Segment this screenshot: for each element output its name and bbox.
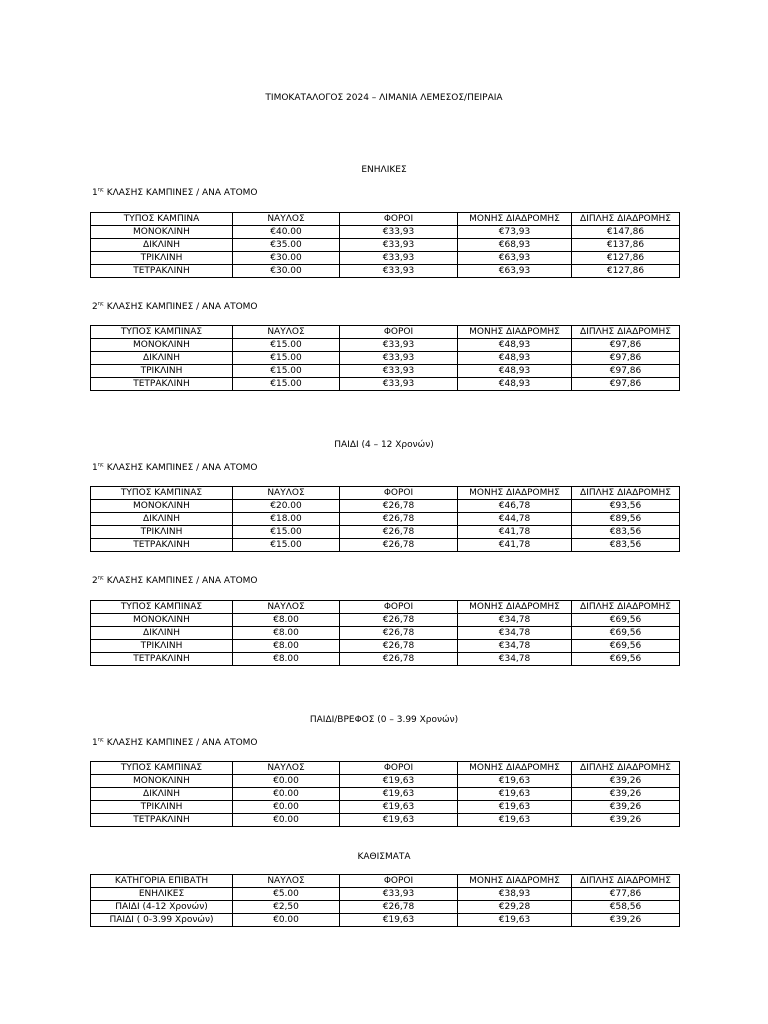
table-row: [91, 653, 680, 666]
child-second-class-table: [90, 600, 680, 666]
section-title-adults: ΕΝΗΛΙΚΕΣ: [361, 165, 407, 175]
table-cell: €26,78: [340, 526, 458, 539]
table-cell: €26,78: [340, 500, 458, 513]
table-cell: €0.00: [233, 788, 340, 801]
table-cell: €19,63: [458, 788, 572, 801]
class-suffix: ης: [97, 462, 104, 468]
table-row: [91, 239, 680, 252]
table-row: [91, 339, 680, 352]
header-cell: ΔΙΠΛΗΣ ΔΙΑΔΡΟΜΗΣ: [572, 213, 680, 226]
table-row: [91, 252, 680, 265]
seats-table: [90, 874, 680, 927]
header-cell: ΦΟΡΟΙ: [340, 875, 458, 888]
table-cell: ΤΕΤΡΑΚΛΙΝΗ: [91, 539, 233, 552]
cabin-class-label: [92, 303, 258, 312]
table-cell: €41,78: [458, 539, 572, 552]
table-cell: €35.00: [233, 239, 340, 252]
section-title-seats: ΚΑΘΙΣΜΑΤΑ: [357, 852, 411, 862]
header-cell: ΔΙΠΛΗΣ ΔΙΑΔΡΟΜΗΣ: [572, 762, 680, 775]
header-cell: ΦΟΡΟΙ: [340, 213, 458, 226]
table-cell: €19,63: [458, 814, 572, 827]
table-cell: €46,78: [458, 500, 572, 513]
table-cell: €2,50: [233, 901, 340, 914]
table-cell: €19,63: [340, 801, 458, 814]
table-row: [91, 627, 680, 640]
adults-second-class-table: [90, 325, 680, 391]
table-cell: €40.00: [233, 226, 340, 239]
table-cell: €48,93: [458, 365, 572, 378]
table-cell: €38,93: [458, 888, 572, 901]
section-title-child: ΠΑΙΔΙ (4 – 12 Χρονών): [334, 440, 434, 450]
infant-first-class-table: [90, 761, 680, 827]
table-cell: €48,93: [458, 352, 572, 365]
table-cell: €29,28: [458, 901, 572, 914]
header-cell: ΝΑΥΛΟΣ: [233, 762, 340, 775]
table-cell: ΜΟΝΟΚΛΙΝΗ: [91, 775, 233, 788]
header-cell: ΝΑΥΛΟΣ: [233, 875, 340, 888]
table-row: [91, 801, 680, 814]
header-cell: ΝΑΥΛΟΣ: [233, 213, 340, 226]
table-cell: €8.00: [233, 640, 340, 653]
table-cell: €58,56: [572, 901, 680, 914]
table-cell: €19,63: [458, 801, 572, 814]
table-header-row: [91, 875, 680, 888]
table-cell: ΔΙΚΛΙΝΗ: [91, 239, 233, 252]
table-cell: €26,78: [340, 901, 458, 914]
table-cell: €8.00: [233, 627, 340, 640]
table-cell: €33,93: [340, 888, 458, 901]
table-cell: €68,93: [458, 239, 572, 252]
table-cell: ΜΟΝΟΚΛΙΝΗ: [91, 226, 233, 239]
table-row: [91, 365, 680, 378]
table-cell: €34,78: [458, 627, 572, 640]
table-cell: €34,78: [458, 653, 572, 666]
table-cell: €93,56: [572, 500, 680, 513]
table-cell: €83,56: [572, 526, 680, 539]
table-cell: €33,93: [340, 239, 458, 252]
table-cell: €18.00: [233, 513, 340, 526]
table-header-row: [91, 213, 680, 226]
header-cell: ΔΙΠΛΗΣ ΔΙΑΔΡΟΜΗΣ: [572, 601, 680, 614]
table-cell: €26,78: [340, 539, 458, 552]
header-cell: ΝΑΥΛΟΣ: [233, 601, 340, 614]
header-cell: ΤΥΠΟΣ ΚΑΜΠΙΝΑΣ: [91, 487, 233, 500]
table-cell: €127,86: [572, 252, 680, 265]
header-cell: ΝΑΥΛΟΣ: [233, 326, 340, 339]
table-cell: €44,78: [458, 513, 572, 526]
header-cell: ΦΟΡΟΙ: [340, 601, 458, 614]
table-cell: €69,56: [572, 614, 680, 627]
table-cell: €19,63: [340, 814, 458, 827]
table-cell: €97,86: [572, 339, 680, 352]
table-cell: €39,26: [572, 788, 680, 801]
table-cell: €15.00: [233, 365, 340, 378]
header-cell: ΔΙΠΛΗΣ ΔΙΑΔΡΟΜΗΣ: [572, 875, 680, 888]
class-label-text: ΚΛΑΣΗΣ ΚΑΜΠΙΝΕΣ / ΑΝΑ ΑΤΟΜΟ: [103, 188, 258, 198]
table-cell: €33,93: [340, 252, 458, 265]
section-title-infant: ΠΑΙΔΙ/ΒΡΕΦΟΣ (0 – 3.99 Χρονών): [309, 715, 459, 725]
table-row: [91, 226, 680, 239]
table-cell: €89,56: [572, 513, 680, 526]
table-cell: €39,26: [572, 801, 680, 814]
table-row: [91, 888, 680, 901]
class-suffix: ης: [97, 575, 104, 581]
table-cell: €30.00: [233, 252, 340, 265]
header-cell: ΦΟΡΟΙ: [340, 762, 458, 775]
table-cell: €97,86: [572, 365, 680, 378]
header-cell: ΤΥΠΟΣ ΚΑΜΠΙΝΑΣ: [91, 762, 233, 775]
table-cell: €26,78: [340, 653, 458, 666]
table-row: [91, 814, 680, 827]
header-cell: ΤΥΠΟΣ ΚΑΜΠΙΝΑΣ: [91, 326, 233, 339]
table-cell: ΠΑΙΔΙ ( 0-3.99 Χρονών): [91, 914, 233, 927]
table-cell: €26,78: [340, 640, 458, 653]
cabin-class-label: [92, 189, 258, 198]
table-cell: ΜΟΝΟΚΛΙΝΗ: [91, 614, 233, 627]
table-cell: €137,86: [572, 239, 680, 252]
table-cell: ΤΕΤΡΑΚΛΙΝΗ: [91, 265, 233, 278]
table-cell: €19,63: [458, 914, 572, 927]
table-header-row: [91, 487, 680, 500]
table-cell: €33,93: [340, 352, 458, 365]
table-cell: €19,63: [340, 788, 458, 801]
table-cell: €48,93: [458, 339, 572, 352]
table-cell: €63,93: [458, 265, 572, 278]
class-number: 1: [92, 738, 98, 748]
table-cell: ΜΟΝΟΚΛΙΝΗ: [91, 339, 233, 352]
header-cell: ΔΙΠΛΗΣ ΔΙΑΔΡΟΜΗΣ: [572, 487, 680, 500]
child-first-class-table: [90, 486, 680, 552]
document-title: ΤΙΜΟΚΑΤΑΛΟΓΟΣ 2024 – ΛΙΜΑΝΙΑ ΛΕΜΕΣΟΣ/ΠΕΙΡΑΙΑ: [265, 93, 503, 103]
table-header-row: [91, 601, 680, 614]
table-cell: €15.00: [233, 539, 340, 552]
header-cell: ΚΑΤΗΓΟΡΙΑ ΕΠΙΒΑΤΗ: [91, 875, 233, 888]
header-cell: ΜΟΝΗΣ ΔΙΑΔΡΟΜΗΣ: [458, 601, 572, 614]
adults-first-class-table: [90, 212, 680, 278]
cabin-class-label: [92, 739, 258, 748]
table-cell: €33,93: [340, 378, 458, 391]
table-cell: €0.00: [233, 814, 340, 827]
table-cell: €26,78: [340, 627, 458, 640]
table-cell: €39,26: [572, 914, 680, 927]
class-suffix: ης: [97, 737, 104, 743]
table-cell: €34,78: [458, 614, 572, 627]
class-number: 1: [92, 463, 98, 473]
table-cell: €33,93: [340, 365, 458, 378]
class-number: 2: [92, 576, 98, 586]
table-cell: €33,93: [340, 226, 458, 239]
table-cell: ΕΝΗΛΙΚΕΣ: [91, 888, 233, 901]
header-cell: ΝΑΥΛΟΣ: [233, 487, 340, 500]
table-cell: €0.00: [233, 801, 340, 814]
table-cell: €41,78: [458, 526, 572, 539]
class-label-text: ΚΛΑΣΗΣ ΚΑΜΠΙΝΕΣ / ΑΝΑ ΑΤΟΜΟ: [103, 738, 258, 748]
table-cell: ΠΑΙΔΙ (4-12 Χρονών): [91, 901, 233, 914]
table-row: [91, 788, 680, 801]
table-row: [91, 539, 680, 552]
table-cell: €26,78: [340, 614, 458, 627]
table-cell: €48,93: [458, 378, 572, 391]
table-cell: €30.00: [233, 265, 340, 278]
header-cell: ΜΟΝΗΣ ΔΙΑΔΡΟΜΗΣ: [458, 875, 572, 888]
table-cell: €15.00: [233, 526, 340, 539]
table-cell: €127,86: [572, 265, 680, 278]
class-label-text: ΚΛΑΣΗΣ ΚΑΜΠΙΝΕΣ / ΑΝΑ ΑΤΟΜΟ: [103, 302, 258, 312]
table-row: [91, 640, 680, 653]
table-row: [91, 775, 680, 788]
table-cell: €97,86: [572, 352, 680, 365]
class-number: 2: [92, 302, 98, 312]
header-cell: ΤΥΠΟΣ ΚΑΜΠΙΝΑΣ: [91, 601, 233, 614]
table-row: [91, 914, 680, 927]
table-cell: €0.00: [233, 775, 340, 788]
table-row: [91, 265, 680, 278]
table-cell: €20.00: [233, 500, 340, 513]
table-cell: ΤΕΤΡΑΚΛΙΝΗ: [91, 378, 233, 391]
table-cell: €33,93: [340, 339, 458, 352]
table-cell: ΤΡΙΚΛΙΝΗ: [91, 640, 233, 653]
table-cell: €147,86: [572, 226, 680, 239]
table-cell: €19,63: [340, 914, 458, 927]
table-cell: €15.00: [233, 352, 340, 365]
class-label-text: ΚΛΑΣΗΣ ΚΑΜΠΙΝΕΣ / ΑΝΑ ΑΤΟΜΟ: [103, 463, 258, 473]
table-cell: ΔΙΚΛΙΝΗ: [91, 627, 233, 640]
table-cell: ΤΡΙΚΛΙΝΗ: [91, 365, 233, 378]
table-cell: ΤΡΙΚΛΙΝΗ: [91, 252, 233, 265]
table-row: [91, 378, 680, 391]
table-cell: €69,56: [572, 640, 680, 653]
header-cell: ΤΥΠΟΣ ΚΑΜΠΙΝΑ: [91, 213, 233, 226]
table-cell: €8.00: [233, 653, 340, 666]
table-cell: €5.00: [233, 888, 340, 901]
table-cell: €39,26: [572, 775, 680, 788]
table-row: [91, 352, 680, 365]
table-row: [91, 614, 680, 627]
class-label-text: ΚΛΑΣΗΣ ΚΑΜΠΙΝΕΣ / ΑΝΑ ΑΤΟΜΟ: [103, 576, 258, 586]
table-cell: ΔΙΚΛΙΝΗ: [91, 513, 233, 526]
table-cell: €97,86: [572, 378, 680, 391]
table-cell: €73,93: [458, 226, 572, 239]
table-cell: €63,93: [458, 252, 572, 265]
table-cell: €33,93: [340, 265, 458, 278]
table-cell: €39,26: [572, 814, 680, 827]
table-cell: ΤΕΤΡΑΚΛΙΝΗ: [91, 814, 233, 827]
table-cell: €77,86: [572, 888, 680, 901]
header-cell: ΜΟΝΗΣ ΔΙΑΔΡΟΜΗΣ: [458, 487, 572, 500]
table-cell: €26,78: [340, 513, 458, 526]
table-cell: €15.00: [233, 339, 340, 352]
header-cell: ΜΟΝΗΣ ΔΙΑΔΡΟΜΗΣ: [458, 213, 572, 226]
class-suffix: ης: [97, 301, 104, 307]
table-cell: ΔΙΚΛΙΝΗ: [91, 352, 233, 365]
header-cell: ΦΟΡΟΙ: [340, 487, 458, 500]
header-cell: ΔΙΠΛΗΣ ΔΙΑΔΡΟΜΗΣ: [572, 326, 680, 339]
table-cell: €19,63: [340, 775, 458, 788]
table-header-row: [91, 762, 680, 775]
table-header-row: [91, 326, 680, 339]
table-cell: €19,63: [458, 775, 572, 788]
cabin-class-label: [92, 464, 258, 473]
table-row: [91, 526, 680, 539]
table-cell: €83,56: [572, 539, 680, 552]
table-cell: ΤΡΙΚΛΙΝΗ: [91, 526, 233, 539]
table-cell: €34,78: [458, 640, 572, 653]
table-cell: ΤΕΤΡΑΚΛΙΝΗ: [91, 653, 233, 666]
class-number: 1: [92, 188, 98, 198]
table-cell: €15.00: [233, 378, 340, 391]
table-cell: ΔΙΚΛΙΝΗ: [91, 788, 233, 801]
cabin-class-label: [92, 577, 258, 586]
class-suffix: ης: [97, 187, 104, 193]
header-cell: ΜΟΝΗΣ ΔΙΑΔΡΟΜΗΣ: [458, 326, 572, 339]
table-cell: ΜΟΝΟΚΛΙΝΗ: [91, 500, 233, 513]
table-cell: ΤΡΙΚΛΙΝΗ: [91, 801, 233, 814]
table-row: [91, 500, 680, 513]
header-cell: ΜΟΝΗΣ ΔΙΑΔΡΟΜΗΣ: [458, 762, 572, 775]
table-row: [91, 513, 680, 526]
table-cell: €0.00: [233, 914, 340, 927]
header-cell: ΦΟΡΟΙ: [340, 326, 458, 339]
table-row: [91, 901, 680, 914]
table-cell: €8.00: [233, 614, 340, 627]
table-cell: €69,56: [572, 653, 680, 666]
table-cell: €69,56: [572, 627, 680, 640]
